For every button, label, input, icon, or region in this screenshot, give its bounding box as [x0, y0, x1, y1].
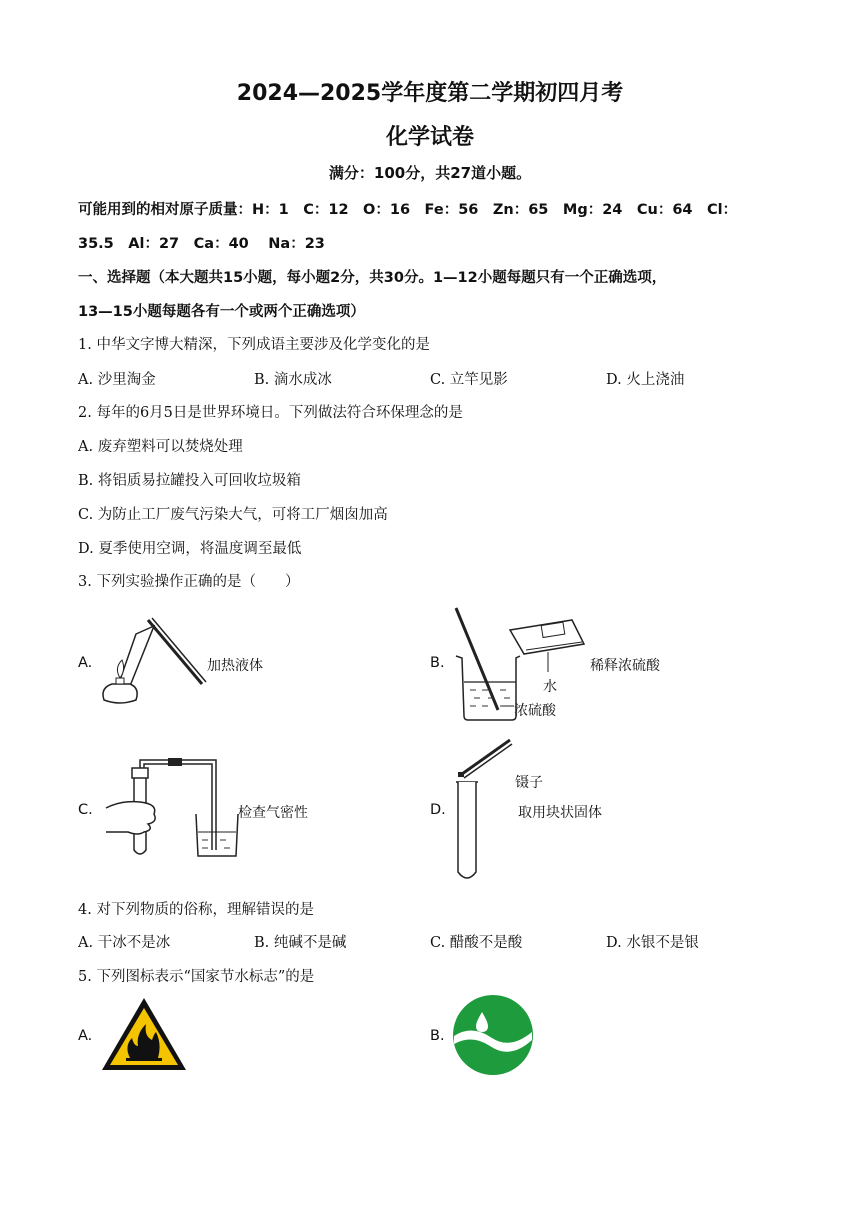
q1-option-d: D. 火上浇油 [606, 372, 685, 388]
q1-stem: 1. 中华文字博大精深，下列成语主要涉及化学变化的是 [78, 337, 430, 353]
exam-title: 2024—2025学年度第二学期初四月考 [236, 81, 624, 106]
q3-c-text: 检查气密性 [238, 805, 308, 821]
q1-option-b: B. 滴水成冰 [254, 372, 332, 388]
block-solid-figure [452, 736, 522, 884]
q1-option-a: A. 沙里淘金 [78, 372, 156, 388]
q2-stem: 2. 每年的6月5日是世界环境日。下列做法符合环保理念的是 [78, 405, 463, 421]
section-heading-line1: 一、选择题（本大题共15小题，每小题2分，共30分。1—12小题每题只有一个正确选项， [78, 270, 667, 286]
q4-option-d: D. 水银不是银 [606, 935, 699, 951]
q5-stem: 5. 下列图标表示“国家节水标志”的是 [78, 969, 315, 985]
q4-stem: 4. 对下列物质的俗称，理解错误的是 [78, 902, 314, 918]
section-heading-line2: 13—15小题每题各有一个或两个正确选项） [78, 304, 365, 320]
flammable-warning-icon [100, 996, 188, 1072]
airtightness-figure [102, 758, 242, 860]
q5-b-label: B. [430, 1028, 445, 1044]
q3-a-text: 加热液体 [207, 658, 263, 674]
q3-d-text: 取用块状固体 [518, 805, 602, 821]
q4-option-b: B. 纯碱不是碱 [254, 935, 347, 951]
water-saving-logo-icon [452, 994, 534, 1076]
q3-b-text: 稀释浓硫酸 [590, 658, 660, 674]
q4-option-c: C. 醋酸不是酸 [430, 935, 523, 951]
heating-liquid-figure [96, 612, 208, 712]
q2-option-c: C. 为防止工厂废气污染大气，可将工厂烟囱加高 [78, 507, 388, 523]
q3-b-acid-label: 浓硫酸 [514, 703, 556, 719]
q3-b-water-label: 水 [543, 679, 557, 695]
q3-d-label: D. [430, 802, 446, 818]
q2-option-d: D. 夏季使用空调，将温度调至最低 [78, 541, 302, 557]
atomic-mass-line1: 可能用到的相对原子质量：H：1 C：12 O：16 Fe：56 Zn：65 Mg：24 Cu：64 Cl： [78, 202, 738, 218]
q1-option-c: C. 立竿见影 [430, 372, 508, 388]
q3-stem: 3. 下列实验操作正确的是（ ） [78, 574, 300, 590]
q3-d-tweezers-label: 镊子 [515, 775, 543, 791]
q3-a-label: A. [78, 655, 93, 671]
score-note: 满分：100分，共27道小题。 [328, 164, 532, 182]
q3-c-label: C. [78, 802, 93, 818]
q5-a-label: A. [78, 1028, 93, 1044]
q3-b-label: B. [430, 655, 445, 671]
atomic-mass-line2: 35.5 Al：27 Ca：40 Na：23 [78, 236, 325, 252]
q2-option-b: B. 将铝质易拉罐投入可回收垃圾箱 [78, 473, 301, 489]
q4-option-a: A. 干冰不是冰 [78, 935, 171, 951]
exam-subject: 化学试卷 [385, 125, 474, 150]
q2-option-a: A. 废弃塑料可以焚烧处理 [78, 439, 243, 455]
